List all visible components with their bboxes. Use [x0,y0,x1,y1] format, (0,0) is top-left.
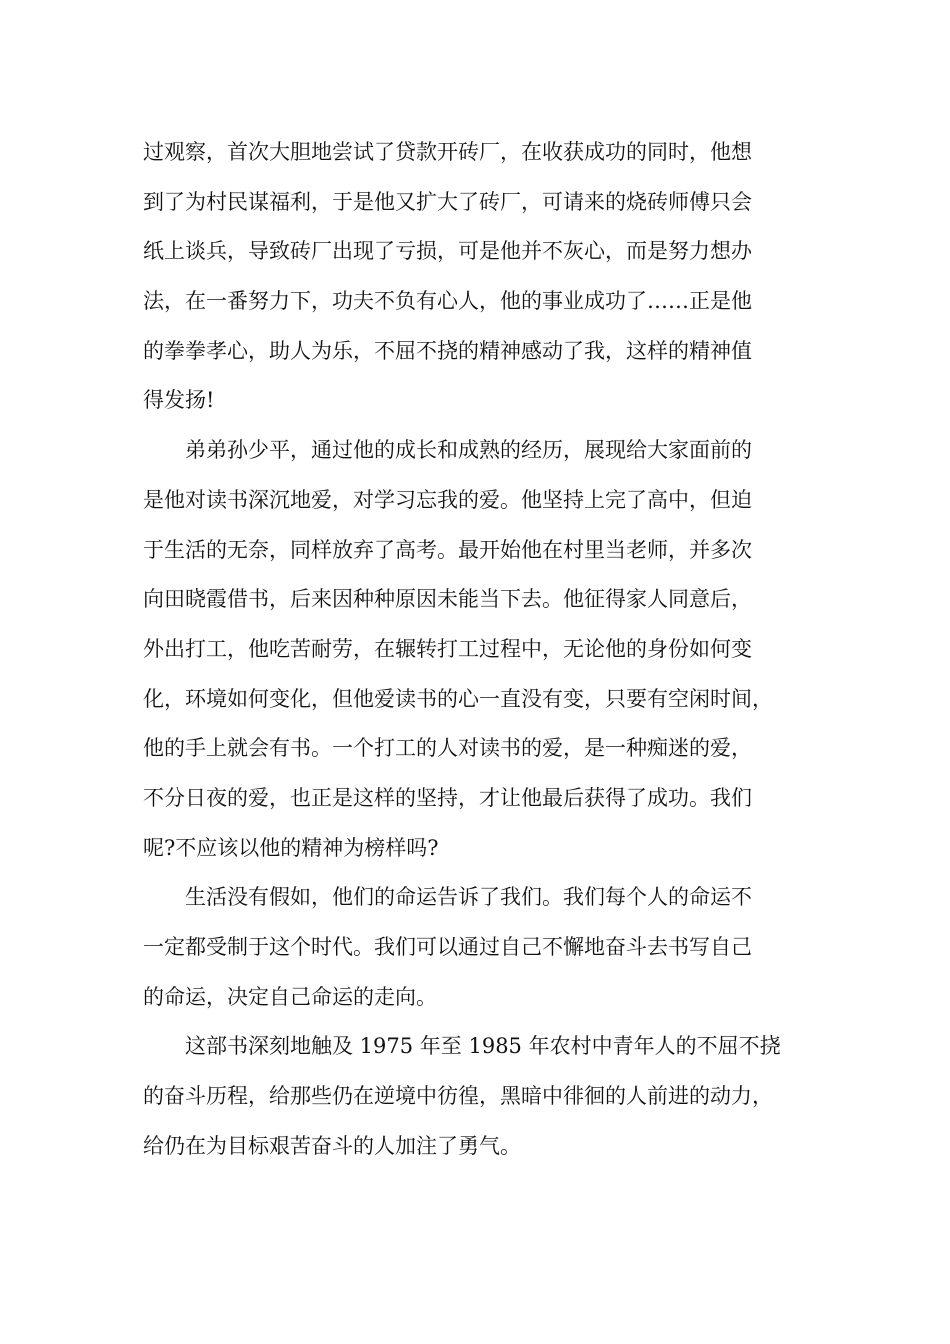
paragraph-line: 纸上谈兵，导致砖厂出现了亏损，可是他并不灰心，而是努力想办 [143,239,752,264]
paragraph-3 [143,873,825,1022]
paragraph-line: 的命运，决定自己命运的走向。 [143,984,437,1009]
paragraph-line: 一定都受制于这个时代。我们可以通过自己不懈地奋斗去书写自己 [143,935,752,959]
paragraph-1 [143,128,825,426]
paragraph-line: 的拳拳孝心，助人为乐，不屈不挠的精神感动了我，这样的精神值 [143,338,752,363]
paragraph-line: 不分日夜的爱，也正是这样的坚持，才让他最后获得了成功。我们 [143,785,752,810]
paragraph-4 [143,1022,825,1171]
paragraph-line: 到了为村民谋福利，于是他又扩大了砖厂，可请来的烧砖师傅只会 [143,189,752,214]
paragraph-line: 他的手上就会有书。一个打工的人对读书的爱，是一种痴迷的爱， [143,736,752,761]
paragraph-line: 向田晓霞借书，后来因种种原因未能当下去。他征得家人同意后， [143,587,752,612]
paragraph-line: 得发扬! [143,388,215,413]
paragraph-line: 呢?不应该以他的精神为榜样吗? [143,835,439,860]
paragraph-line: 化，环境如何变化，但他爱读书的心一直没有变，只要有空闲时间， [143,686,773,711]
paragraph-line: 过观察，首次大胆地尝试了贷款开砖厂，在收获成功的同时，他想 [143,140,752,164]
paragraph-line: 给仍在为目标艰苦奋斗的人加注了勇气。 [143,1133,521,1158]
paragraph-2 [143,426,825,873]
paragraph-line: 是他对读书深沉地爱，对学习忘我的爱。他坚持上完了高中，但迫 [143,487,752,512]
paragraph-line: 法，在一番努力下，功夫不负有心人，他的事业成功了……正是他 [143,289,752,314]
paragraph-line: 生活没有假如，他们的命运告诉了我们。我们每个人的命运不 [185,885,752,910]
paragraph-line: 于生活的无奈，同样放弃了高考。最开始他在村里当老师，并多次 [143,537,752,562]
paragraph-line: 这部书深刻地触及 1975 年至 1985 年农村中青年人的不屈不挠 [185,1034,781,1059]
paragraph-line: 的奋斗历程，给那些仍在逆境中彷徨，黑暗中徘徊的人前进的动力， [143,1084,773,1109]
paragraph-line: 外出打工，他吃苦耐劳，在辗转打工过程中，无论他的身份如何变 [143,636,752,661]
document-body [143,128,825,1171]
paragraph-line: 弟弟孙少平，通过他的成长和成熟的经历，展现给大家面前的 [185,438,752,463]
